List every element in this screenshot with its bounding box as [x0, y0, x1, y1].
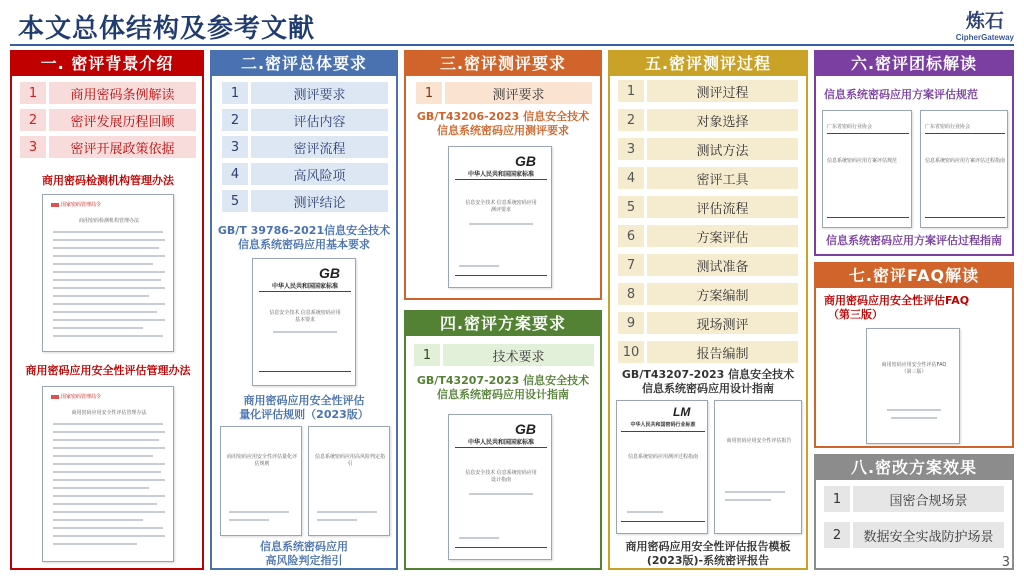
- document-thumbnail: [448, 414, 552, 560]
- gb-logo: GB: [515, 421, 536, 437]
- text-line: [53, 487, 149, 489]
- text-line: [459, 265, 499, 267]
- text-line: [53, 447, 165, 449]
- panel-background: [10, 50, 204, 570]
- doc-caption-line2: 信息系统密码应用测评要求: [437, 124, 569, 137]
- doc-caption-line1: 信息系统密码应用: [260, 540, 348, 553]
- document-thumbnail: [822, 110, 912, 228]
- doc-caption: 商用密码检测机构管理办法: [42, 174, 174, 187]
- logo-cn-text: 炼石: [965, 10, 1004, 32]
- text-line: [53, 239, 165, 241]
- item-number: 3: [222, 136, 248, 158]
- doc-caption-line2: 信息系统密码应用设计指南: [642, 382, 774, 395]
- item-number: 3: [20, 136, 46, 158]
- item-number: 3: [618, 138, 644, 160]
- doc-rule: [925, 217, 1005, 218]
- text-line: [459, 537, 499, 539]
- document-thumbnail: [220, 426, 302, 536]
- list-item: [618, 254, 798, 276]
- doc-title: 商用密码应用安全性评估FAQ（第三版）: [881, 362, 947, 375]
- gb-logo: GB: [319, 265, 340, 281]
- doc-rule: [455, 275, 547, 276]
- document-thumbnail: [866, 328, 960, 444]
- text-line: [53, 519, 143, 521]
- doc-title: 信息安全技术 信息系统密码应用基本要求: [269, 310, 341, 323]
- item-label: 密评流程: [251, 136, 388, 158]
- text-line: [53, 511, 165, 513]
- doc-caption-line1: 商用密码应用安全性评估FAQ: [824, 294, 970, 307]
- list-item: [222, 190, 388, 212]
- item-number: 5: [222, 190, 248, 212]
- doc-red-mark: [51, 395, 59, 399]
- doc-caption-line1: 商用密码应用安全性评估报告模板: [625, 540, 791, 553]
- doc-rule: [621, 431, 705, 432]
- text-line: [53, 271, 165, 273]
- panel-background: [210, 50, 398, 570]
- item-number: 7: [618, 254, 644, 276]
- item-label: 技术要求: [443, 344, 594, 366]
- text-line: [627, 511, 663, 513]
- list-item: [222, 82, 388, 104]
- doc-caption-line2: (2023版)-系统密评报告: [646, 554, 770, 567]
- doc-title: 信息系统密码应用测评过程指南: [627, 454, 698, 460]
- panel-background: [814, 262, 1014, 448]
- panel-header: 六.密评团标解读: [816, 52, 1012, 76]
- panel-header: 五.密评测评过程: [610, 52, 806, 76]
- doc-caption-line2: 量化评估规则（2023版）: [239, 408, 369, 421]
- list-item: [824, 486, 1004, 512]
- doc-title: 信息安全技术 信息系统密码应用测评要求: [465, 200, 537, 213]
- lm-logo: LM: [673, 405, 691, 419]
- doc-caption-line1: GB/T43207-2023 信息安全技术: [621, 368, 795, 381]
- panel-header: 四.密评方案要求: [406, 312, 600, 336]
- panel-background: [404, 310, 602, 570]
- doc-title: 商用密码应用安全性评估管理办法: [71, 410, 147, 416]
- logo-en-text: CipherGateway: [955, 33, 1014, 42]
- doc-org: 广东省密码行业协会: [827, 124, 873, 130]
- item-label: 评估内容: [251, 109, 388, 131]
- doc-rule: [925, 133, 1005, 134]
- list-item: [222, 136, 388, 158]
- text-line: [317, 511, 377, 513]
- list-item: [20, 82, 196, 104]
- text-line: [229, 519, 269, 521]
- item-number: 9: [618, 312, 644, 334]
- item-label: 方案编制: [647, 283, 798, 305]
- list-item: [618, 167, 798, 189]
- page-title: 本文总体结构及参考文献: [18, 14, 316, 44]
- item-label: 报告编制: [647, 341, 798, 363]
- panel-background: [814, 454, 1014, 570]
- doc-rule: [827, 133, 909, 134]
- doc-org: 中华人民共和国国家标准: [271, 283, 338, 290]
- doc-caption-line2: （第三版）: [828, 308, 883, 321]
- text-line: [891, 417, 937, 419]
- text-line: [53, 279, 161, 281]
- doc-caption: 信息系统密码应用方案评估过程指南: [826, 234, 1002, 247]
- item-number: 2: [222, 109, 248, 131]
- item-label: 数据安全实战防护场景: [853, 522, 1004, 548]
- page-number: 3: [1001, 555, 1010, 570]
- list-item: [618, 80, 798, 102]
- doc-head: 国家密码管理局令: [61, 394, 102, 400]
- text-line: [53, 311, 157, 313]
- text-line: [53, 479, 165, 481]
- document-thumbnail: [714, 400, 802, 534]
- text-line: [273, 331, 337, 333]
- text-line: [229, 511, 289, 513]
- text-line: [53, 327, 143, 329]
- text-line: [53, 303, 165, 305]
- text-line: [53, 455, 153, 457]
- text-line: [53, 439, 159, 441]
- doc-caption: 商用密码应用安全性评估管理办法: [25, 364, 191, 377]
- item-number: 1: [416, 82, 442, 104]
- list-item: [618, 312, 798, 334]
- item-label: 商用密码条例解读: [49, 82, 196, 104]
- text-line: [887, 409, 941, 411]
- item-number: 4: [222, 163, 248, 185]
- doc-title: 信息安全技术 信息系统密码应用设计指南: [465, 470, 537, 483]
- doc-title: 商用密码应用安全性评估量化评估规则: [226, 454, 297, 467]
- item-label: 方案评估: [647, 225, 798, 247]
- item-number: 5: [618, 196, 644, 218]
- panel-header: 二.密评总体要求: [212, 52, 396, 76]
- list-item: [20, 109, 196, 131]
- text-line: [53, 543, 137, 545]
- item-number: 8: [618, 283, 644, 305]
- doc-org: 中华人民共和国国家标准: [467, 439, 534, 446]
- text-line: [53, 535, 165, 537]
- item-label: 密评发展历程回顾: [49, 109, 196, 131]
- item-number: 1: [20, 82, 46, 104]
- document-thumbnail: [42, 194, 174, 352]
- text-line: [53, 247, 159, 249]
- text-line: [53, 471, 161, 473]
- item-number: 6: [618, 225, 644, 247]
- doc-caption: 信息系统密码应用方案评估规范: [824, 88, 978, 101]
- panel-background: [814, 50, 1014, 256]
- text-line: [53, 295, 149, 297]
- item-label: 密评开展政策依据: [49, 136, 196, 158]
- doc-caption-line1: GB/T43207-2023 信息安全技术: [416, 374, 590, 387]
- item-number: 1: [222, 82, 248, 104]
- item-number: 1: [618, 80, 644, 102]
- list-item: [416, 82, 592, 104]
- doc-caption-line1: GB/T43206-2023 信息安全技术: [416, 110, 590, 123]
- text-line: [53, 231, 163, 233]
- doc-title: 信息系统密码应用高风险判定指引: [314, 454, 385, 467]
- list-item: [222, 109, 388, 131]
- document-thumbnail: [448, 146, 552, 288]
- doc-caption-line1: GB/T 39786-2021信息安全技术: [217, 224, 391, 237]
- doc-rule: [621, 521, 705, 522]
- list-item: [414, 344, 594, 366]
- doc-rule: [455, 547, 547, 548]
- doc-title: 商用密码检测机构管理办法: [78, 218, 139, 224]
- doc-caption-line2: 高风险判定指引: [265, 554, 343, 567]
- panel-header: 一. 密评背景介绍: [12, 52, 202, 76]
- list-item: [618, 109, 798, 131]
- text-line: [725, 491, 785, 493]
- text-line: [53, 495, 165, 497]
- doc-red-mark: [51, 203, 59, 207]
- doc-head: 国家密码管理局令: [61, 202, 102, 208]
- panel-background: [404, 50, 602, 300]
- item-label: 测试方法: [647, 138, 798, 160]
- text-line: [53, 287, 165, 289]
- item-label: 测评要求: [445, 82, 592, 104]
- item-number: 4: [618, 167, 644, 189]
- list-item: [222, 163, 388, 185]
- list-item: [618, 225, 798, 247]
- text-line: [53, 527, 163, 529]
- doc-title: 信息系统密码应用方案评估规范: [827, 158, 898, 164]
- text-line: [469, 493, 533, 495]
- text-line: [53, 255, 165, 257]
- panel-header: 七.密评FAQ解读: [816, 264, 1012, 288]
- item-label: 评估流程: [647, 196, 798, 218]
- doc-org: 中华人民共和国密码行业标准: [630, 422, 696, 428]
- item-number: 2: [824, 522, 850, 548]
- doc-caption-line2: 信息系统密码应用基本要求: [238, 238, 370, 251]
- document-thumbnail: [920, 110, 1008, 228]
- doc-title: 信息系统密码应用方案评估过程指南: [925, 158, 1006, 164]
- doc-org: 广东省密码行业协会: [925, 124, 971, 130]
- list-item: [618, 341, 798, 363]
- item-number: 2: [618, 109, 644, 131]
- item-label: 测评结论: [251, 190, 388, 212]
- item-number: 2: [20, 109, 46, 131]
- doc-rule: [455, 179, 547, 180]
- doc-title: 商用密码应用安全性评估报告: [726, 438, 792, 444]
- item-label: 对象选择: [647, 109, 798, 131]
- document-thumbnail: [252, 258, 356, 386]
- text-line: [53, 423, 163, 425]
- item-label: 测评要求: [251, 82, 388, 104]
- text-line: [317, 519, 357, 521]
- item-label: 密评工具: [647, 167, 798, 189]
- text-line: [53, 463, 165, 465]
- document-thumbnail: [616, 400, 708, 534]
- item-label: 国密合规场景: [853, 486, 1004, 512]
- text-line: [53, 503, 157, 505]
- list-item: [618, 196, 798, 218]
- list-item: [824, 522, 1004, 548]
- panel-background: [608, 50, 808, 570]
- item-number: 10: [618, 341, 644, 363]
- doc-caption-line1: 商用密码应用安全性评估: [243, 394, 365, 407]
- text-line: [53, 431, 165, 433]
- text-line: [53, 263, 153, 265]
- panel-header: 三.密评测评要求: [406, 52, 600, 76]
- panel-header: 八.密改方案效果: [816, 456, 1012, 480]
- doc-org: 中华人民共和国国家标准: [467, 171, 534, 178]
- doc-rule: [259, 371, 351, 372]
- text-line: [53, 319, 165, 321]
- doc-rule: [827, 217, 909, 218]
- item-label: 高风险项: [251, 163, 388, 185]
- text-line: [725, 499, 771, 501]
- item-number: 1: [824, 486, 850, 512]
- doc-caption-line2: 信息系统密码应用设计指南: [437, 388, 569, 401]
- text-line: [469, 223, 533, 225]
- item-label: 测试准备: [647, 254, 798, 276]
- company-logo: [956, 6, 1014, 42]
- list-item: [618, 283, 798, 305]
- gb-logo: GB: [515, 153, 536, 169]
- list-item: [20, 136, 196, 158]
- item-number: 1: [414, 344, 440, 366]
- list-item: [618, 138, 798, 160]
- item-label: 测评过程: [647, 80, 798, 102]
- item-label: 现场测评: [647, 312, 798, 334]
- document-thumbnail: [42, 386, 174, 562]
- document-thumbnail: [308, 426, 390, 536]
- doc-rule: [259, 291, 351, 292]
- title-divider: [10, 44, 1014, 46]
- text-line: [53, 335, 163, 337]
- doc-rule: [455, 447, 547, 448]
